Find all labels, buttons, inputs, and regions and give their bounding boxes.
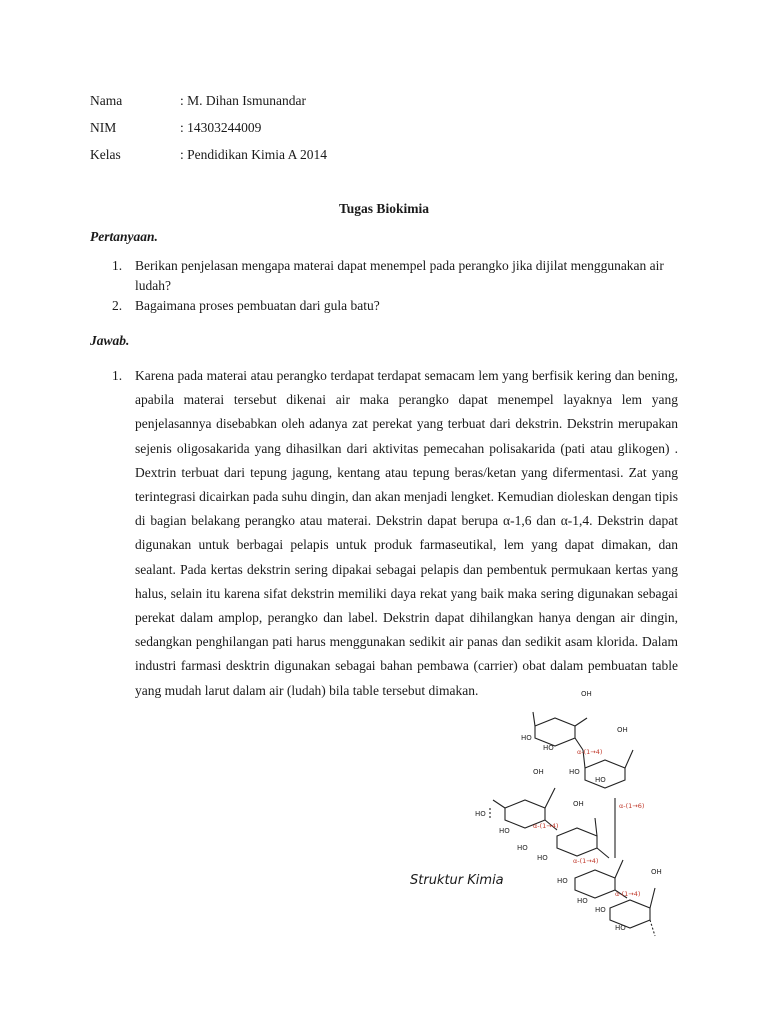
answer-number: 1. xyxy=(112,368,123,383)
ho-label: HO xyxy=(537,854,548,862)
question-text: Bagaimana proses pembuatan dari gula batu? xyxy=(135,298,380,313)
question-text: Berikan penjelasan mengapa materai dapat menempel pada perangko jika dijilat menggunakan air ludah? xyxy=(135,258,664,293)
ho-label: HO xyxy=(595,776,606,784)
linkage-label: α-(1→6) xyxy=(619,802,645,810)
oh-label: OH xyxy=(581,690,592,698)
linkage-label: α-(1→4) xyxy=(615,890,641,898)
answers-heading: Jawab. xyxy=(90,333,130,348)
question-item xyxy=(90,256,680,296)
ho-label: HO xyxy=(595,906,606,914)
class-label: Kelas xyxy=(90,147,121,162)
question-number: 2. xyxy=(112,298,123,313)
ho-label: HO xyxy=(615,924,626,932)
class-value: : Pendidikan Kimia A 2014 xyxy=(180,147,327,162)
ho-label: HO xyxy=(569,768,580,776)
nim-label: NIM xyxy=(90,120,117,135)
chemical-structure-diagram xyxy=(465,688,675,938)
questions-heading: Pertanyaan. xyxy=(90,229,158,244)
linkage-label: α-(1→4) xyxy=(533,822,559,830)
ho-label: HO xyxy=(543,744,554,752)
ho-label: HO xyxy=(499,827,510,835)
ho-label: HO xyxy=(521,734,532,742)
oh-label: OH xyxy=(573,800,584,808)
document-title: Tugas Biokimia xyxy=(339,201,429,216)
ho-label: HO xyxy=(475,810,486,818)
oh-label: OH xyxy=(533,768,544,776)
name-label: Nama xyxy=(90,93,123,108)
nim-value: : 14303244009 xyxy=(180,120,262,135)
answer-text: Karena pada materai atau perangko terdapat terdapat semacam lem yang berfisik kering dan bening, apabila materai tersebut dikenai air maka perangko dapat menempel layaknya lem yang penjelasannya disebabkan oleh adanya zat perekat yang terbuat dari dekstrin. Dekstrin merupakan sejenis oligosakarida yang dihasilkan dari aktivitas pemecahan polisakarida (pati atau glikogen) . Dextrin terbuat dari tepung jagung, kentang atau tepung beras/ketan yang difermentasi. Zat yang terintegrasi dicairkan pada suhu dingin, dan akan menjadi lengket. Kemudian dioleskan dengan tipis di bagian belakang perangko atau materai. Dekstrin dapat berupa α-1,6 dan α-1,4. Dekstrin dapat digunakan untuk berbagai pelapis untuk produk farmaseutikal, lem yang dapat dimakan, dan sealant. Pada kertas dekstrin sering dipakai sebagai pelapis dan pembentuk permukaan kertas yang halus, selain itu karena sifat dekstrin memiliki daya rekat yang baik maka sering digunakan sebagai perekat dalam amplop, perangko dan label. Dekstrin dapat dihilangkan hanya dengan air dingin, sedangkan penghilangan pati harus menggunakan sedikit air panas dan sedikit asam klorida. Dalam industri farmasi desktrin digunakan sebagai bahan pembawa (carrier) obat dalam pembuatan table yang mudah larut dalam air (ludah) bila table tersebut dimakan. xyxy=(135,368,678,698)
question-number: 1. xyxy=(112,258,123,273)
name-value: : M. Dihan Ismunandar xyxy=(180,93,306,108)
structure-caption: Struktur Kimia xyxy=(410,873,504,888)
ho-label: HO xyxy=(517,844,528,852)
questions-list xyxy=(90,256,680,316)
oh-label: OH xyxy=(651,868,662,876)
question-item xyxy=(90,296,680,316)
linkage-label: α-(1→4) xyxy=(573,857,599,865)
ho-label: HO xyxy=(577,897,588,905)
ho-label: HO xyxy=(557,877,568,885)
oh-label: OH xyxy=(617,726,628,734)
linkage-label: α-(1→4) xyxy=(577,748,603,756)
